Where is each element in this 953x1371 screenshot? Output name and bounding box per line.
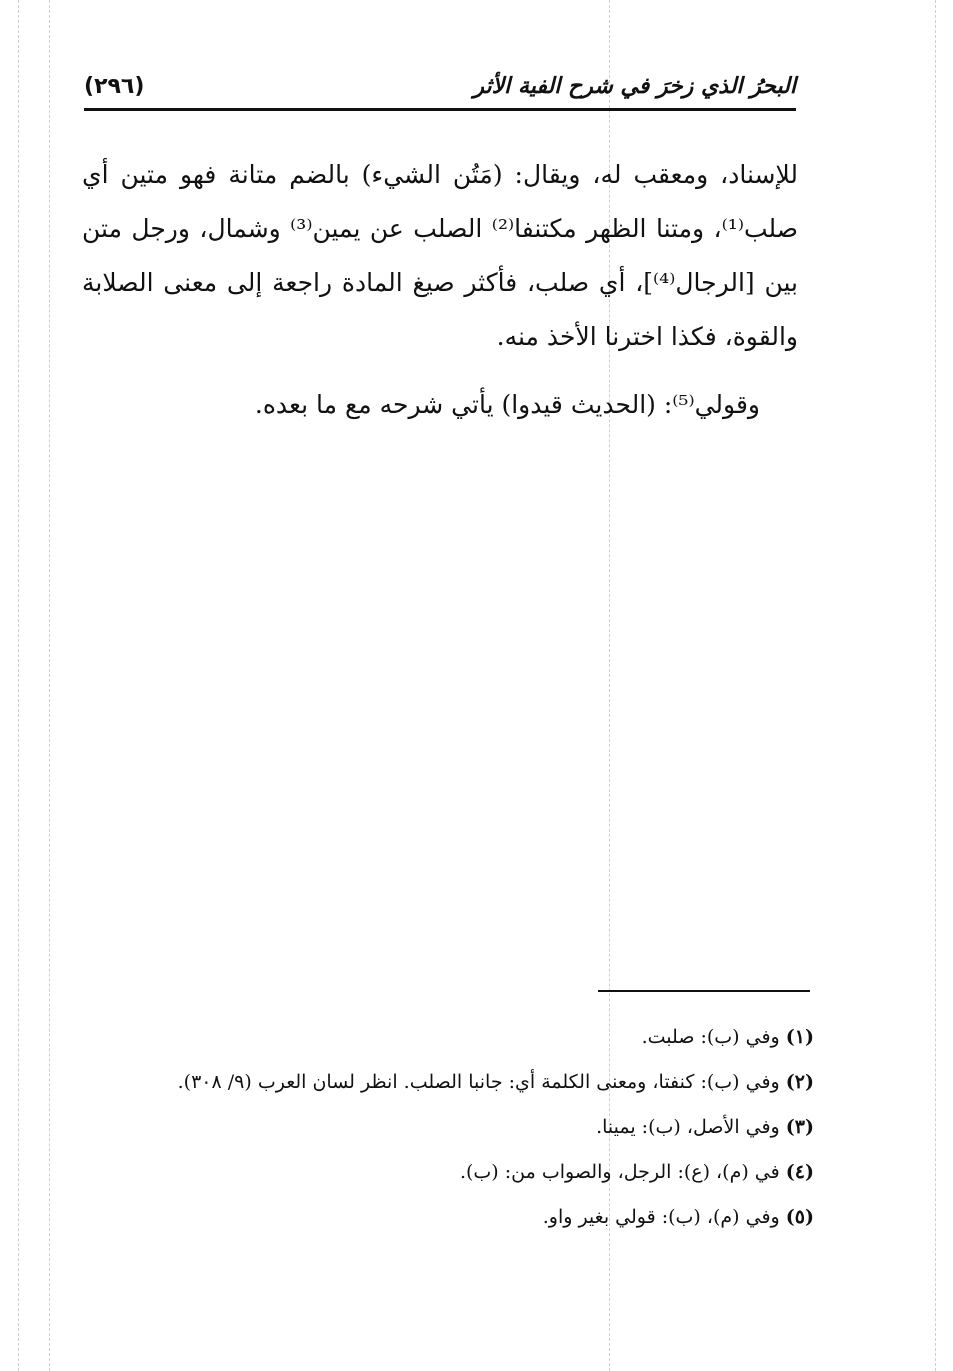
footnote-text: وفي (ب): صلبت. <box>641 1026 780 1048</box>
footnote-number: (٤) <box>785 1161 814 1183</box>
scan-artifact-line <box>49 0 50 1371</box>
footnote-separator <box>598 990 810 992</box>
footnote-number: (٣) <box>785 1116 814 1138</box>
footnote-item <box>90 1015 814 1060</box>
footnote-text: وفي (م)، (ب): قولي بغير واو. <box>542 1206 780 1228</box>
footnotes <box>90 1015 814 1240</box>
footnote-text: وفي الأصل، (ب): يمينا. <box>596 1116 780 1138</box>
body-paragraph: للإسناد، ومعقب له، ويقال: (مَتُن الشيء) بالضم متانة فهو متين أي صلب⁽¹⁾، ومتنا الظهر مكتنفا⁽²⁾ الصلب عن يمين⁽³⁾ وشمال، ورجل متن بين [الرجال⁽⁴⁾]، أي صلب، فأكثر صيغ المادة راجعة إلى معنى الصلابة والقوة، فكذا اخترنا الأخذ منه. <box>82 160 799 351</box>
footnote-text: في (م)، (ع): الرجل، والصواب من: (ب). <box>459 1161 780 1183</box>
main-text <box>82 148 798 432</box>
footnote-text: وفي (ب): كنفتا، ومعنى الكلمة أي: جانبا الصلب. انظر لسان العرب (٩/ ٣٠٨). <box>177 1071 780 1093</box>
footnote-item <box>90 1105 814 1150</box>
footnote-number: (٥) <box>785 1206 814 1228</box>
page-header <box>84 74 796 111</box>
scan-artifact-line <box>935 0 936 1371</box>
footnote-item <box>90 1060 814 1105</box>
running-title: البحرُ الذي زخرَ في شرح الفية الأثر <box>473 74 796 99</box>
footnote-number: (٢) <box>785 1071 814 1093</box>
footnote-item <box>90 1150 814 1195</box>
page-number: (٢٩٦) <box>84 74 145 99</box>
body-paragraph: وقولي⁽⁵⁾: (الحديث قيدوا) يأتي شرحه مع ما بعده. <box>254 390 760 419</box>
footnote-number: (١) <box>785 1026 814 1048</box>
scan-artifact-line <box>18 0 19 1371</box>
footnote-item <box>90 1195 814 1240</box>
